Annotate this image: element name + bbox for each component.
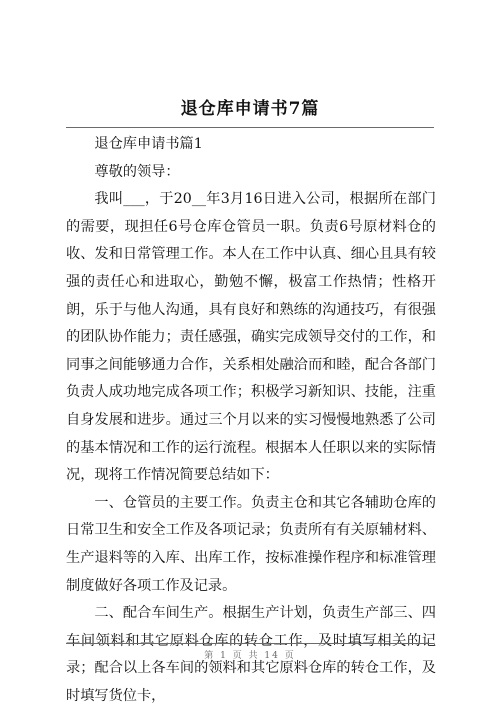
document-body <box>66 131 436 710</box>
header-divider <box>66 127 434 128</box>
section-subtitle: 退仓库申请书篇1 <box>94 136 203 152</box>
body-paragraph: 我叫___，于20__年3月16日进入公司，根据所在部门的需要，现担任6号仓库仓管员一职。负责6号原材料仓的收、发和日常管理工作。本人在工作中认真、细心且具有较强的责任心和进取心，勤勉不懈，极富工作热情；性格开朗，乐于与他人沟通，具有良好和熟练的沟通技巧，有很强的团队协作能力；责任感强，确实完成领导交付的工作，和同事之间能够通力合作，关系相处融洽而和睦，配合各部门负责人成功地完成各项工作；积极学习新知识、技能，注重自身发展和进步。通过三个月以来的实习慢慢地熟悉了公司的基本情况和工作的运行流程。根据本人任职以来的实际情况，现将工作情况简要总结如下： <box>66 191 436 484</box>
body-paragraph: 一、仓管员的主要工作。负责主仓和其它各辅助仓库的日常卫生和安全工作及各项记录；负责所有有关原辅材料、生产退料等的入库、出库工作，按标准操作程序和标准管理制度做好各项工作及记录。 <box>66 494 436 594</box>
body-paragraph: 二、配合车间生产。根据生产计划，负责生产部三、四车间领料和其它原料仓库的转仓工作，及时填写相关的记录；配合以上各车间的领料和其它原料仓库的转仓工作，及时填写货位卡， <box>66 605 436 704</box>
document-title: 退仓库申请书7篇 <box>180 99 320 119</box>
page-number: 第 1 页 共 14 页 <box>204 651 296 661</box>
salutation: 尊敬的领导： <box>94 163 180 180</box>
footer-divider <box>66 643 434 644</box>
